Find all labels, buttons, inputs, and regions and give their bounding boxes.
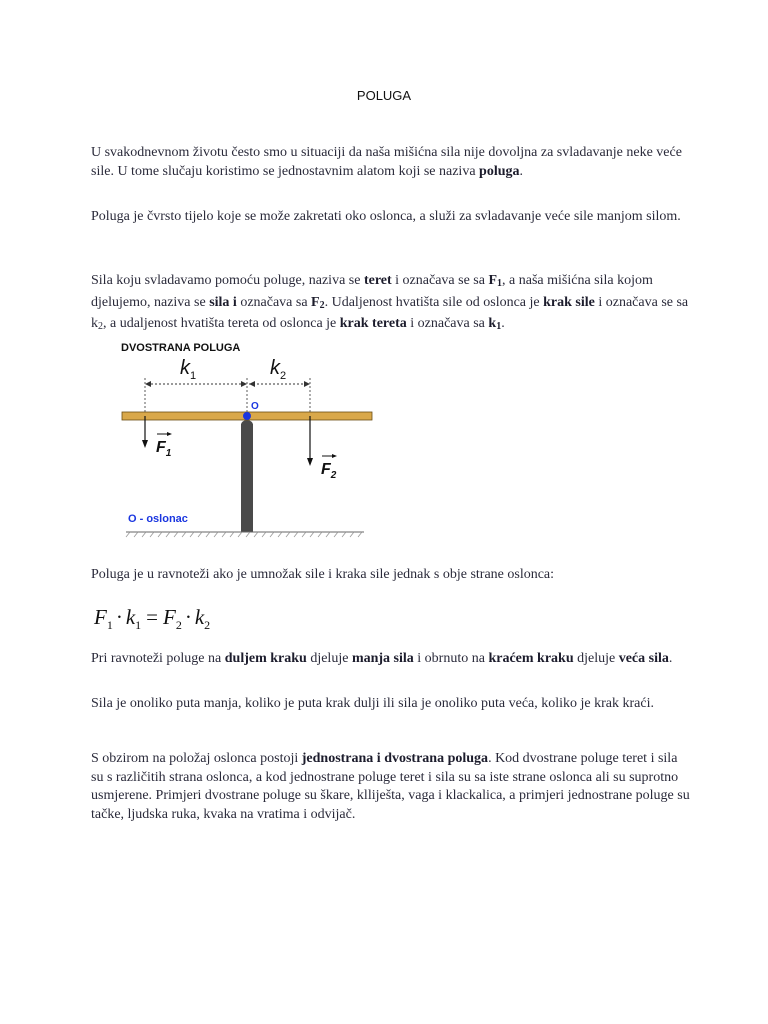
text: Pri ravnoteži poluge na xyxy=(91,651,225,666)
symbol: F xyxy=(163,605,176,629)
dimension-lines xyxy=(145,378,310,416)
fulcrum-post-top xyxy=(241,420,253,430)
arrow-left-icon xyxy=(145,381,151,387)
figure-heading: DVOSTRANA POLUGA xyxy=(121,342,241,354)
pivot-point xyxy=(243,412,251,420)
bold-term: sila i xyxy=(209,294,237,310)
symbol: k xyxy=(125,605,136,629)
fulcrum-post xyxy=(241,424,253,532)
operator: = xyxy=(146,605,158,629)
formula-text xyxy=(93,605,210,632)
operator: · xyxy=(184,605,192,629)
symbol: F xyxy=(488,273,498,288)
symbol: F xyxy=(311,294,320,310)
bold-term xyxy=(488,273,502,288)
symbol: k xyxy=(270,357,280,379)
bold-term: teret xyxy=(363,273,392,288)
intro-paragraph xyxy=(91,144,691,181)
text: U svakodnevnom životu često smo u situaciji da naša mišićna sila nije dovoljna za svladavanje neke veće sile. U tome slučaju koristimo se jednostavnim alatom koji se naziva xyxy=(91,145,682,179)
symbol: k xyxy=(91,316,98,331)
lever-types-paragraph xyxy=(91,750,691,824)
ground xyxy=(126,532,364,537)
text: i obrnuto na xyxy=(413,651,489,666)
vector-arrow-icon xyxy=(332,454,337,458)
symbol: F xyxy=(321,461,331,478)
ground-hatch xyxy=(126,532,362,537)
symbol: k xyxy=(488,316,497,331)
equilibrium-paragraph xyxy=(91,566,691,585)
f2-label xyxy=(321,461,337,481)
text: . Udaljenost hvatišta sile od oslonca je xyxy=(324,294,544,310)
subscript: 2 xyxy=(175,618,182,632)
subscript: 2 xyxy=(330,470,337,481)
bold-term: duljem kraku xyxy=(224,651,307,666)
subscript: 2 xyxy=(98,321,103,332)
arrow-down-icon xyxy=(307,458,313,466)
bold-term: poluga xyxy=(479,163,520,179)
definition-paragraph xyxy=(91,208,691,227)
text: i označava se sa xyxy=(594,294,689,310)
subscript: 1 xyxy=(190,370,197,382)
bold-term xyxy=(311,295,325,310)
subscript: 1 xyxy=(497,278,503,289)
bold-term: veća sila xyxy=(618,651,669,666)
f1-label xyxy=(156,439,172,459)
text: . xyxy=(519,163,524,179)
text: . xyxy=(501,316,505,331)
bold-term: manja sila xyxy=(351,651,414,666)
text: djeluje xyxy=(306,651,352,666)
text: Poluga je čvrsto tijelo koje se može zakretati oko oslonca, a služi za svladavanje veće sile manjom silom. xyxy=(91,209,681,224)
text: i označava se sa xyxy=(391,273,489,288)
arrow-right-icon xyxy=(304,381,310,387)
symbol: F xyxy=(94,605,107,629)
text: Sila koju svladavamo pomoću poluge, naziva se xyxy=(91,273,364,288)
text: Sila je onoliko puta manja, koliko je puta krak dulji ili sila je onoliko puta veća, koliko je krak kraći. xyxy=(91,696,654,711)
bold-term: krak tereta xyxy=(339,316,407,331)
lever-diagram xyxy=(112,336,382,546)
vector-arrow-icon xyxy=(167,432,172,436)
text: , a naša mišićna sila kojom djelujemo, naziva se xyxy=(91,273,653,310)
arrow-left-icon xyxy=(249,381,255,387)
terms-paragraph xyxy=(91,272,691,337)
subscript: 2 xyxy=(280,370,287,382)
text: . Kod dvostrane poluge teret i sila su s različitih strana oslonca, a kod jednostrane poluge teret i sila su sa iste strane oslonca ali su suprotno usmjerene. Primjeri dvostrane poluge su škare, klliješta, vaga i klackalica, a primjeri jednostrane poluge su tačke, ljudska ruka, kvaka na vratima i odvijač. xyxy=(91,751,690,822)
text: djeluje xyxy=(573,651,619,666)
k1-label xyxy=(180,357,196,382)
text: označava sa xyxy=(236,294,312,310)
arrow-right-icon xyxy=(241,381,247,387)
text: S obzirom na položaj oslonca postoji xyxy=(91,751,302,766)
equilibrium-formula xyxy=(92,600,232,636)
balance-paragraph xyxy=(91,650,691,669)
subscript: 1 xyxy=(106,618,113,632)
text: . xyxy=(668,651,673,666)
symbol: k xyxy=(194,605,205,629)
legend-label: O - oslonac xyxy=(128,513,188,525)
symbol: F xyxy=(156,439,166,456)
arrow-down-icon xyxy=(142,440,148,448)
subscript: 1 xyxy=(165,448,172,459)
subscript: 1 xyxy=(135,618,142,632)
k2-label xyxy=(270,357,286,382)
operator: · xyxy=(115,605,123,629)
pivot-label: O xyxy=(251,401,259,412)
text: Poluga je u ravnoteži ako je umnožak sile i kraka sile jednak s obje strane oslonca: xyxy=(91,567,555,582)
symbol: k xyxy=(180,357,190,379)
subscript: 1 xyxy=(496,321,502,332)
ratio-paragraph xyxy=(91,695,691,714)
text: i označava sa xyxy=(406,316,489,331)
bold-term: krak sile xyxy=(543,294,595,310)
bold-term xyxy=(488,316,501,331)
subscript: 2 xyxy=(319,299,325,311)
text: , a udaljenost hvatišta tereta od oslonca je xyxy=(103,316,340,331)
bold-term: kraćem kraku xyxy=(488,651,574,666)
subscript: 2 xyxy=(204,618,211,632)
bold-term: jednostrana i dvostrana poluga xyxy=(301,751,489,766)
page-title: POLUGA xyxy=(356,88,412,103)
